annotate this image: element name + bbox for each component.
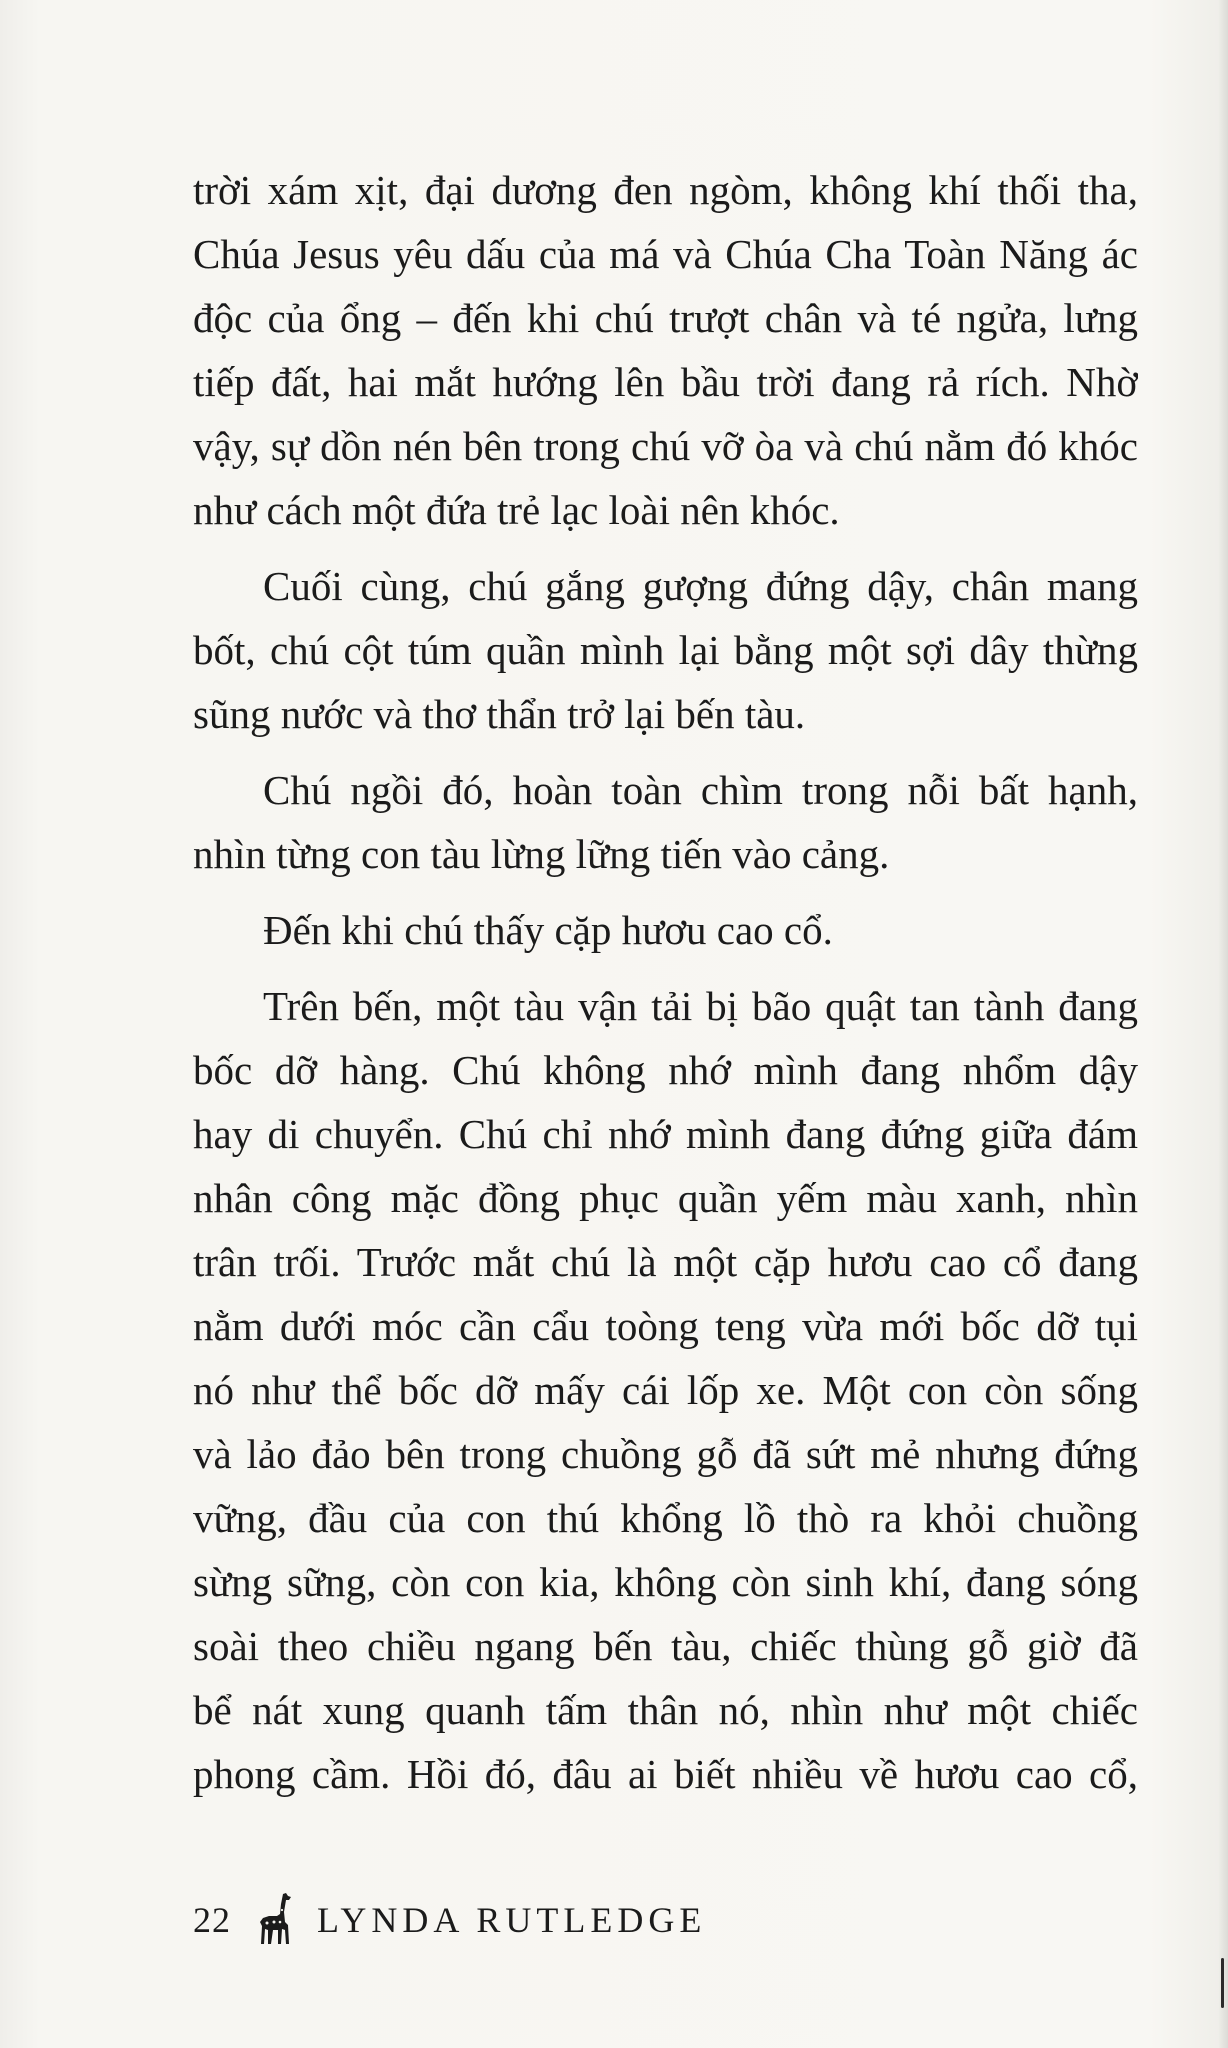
text-line: sũng nước và thơ thẩn trở lại bến tàu. [193, 691, 806, 737]
text-line: vậy, sự dồn nén bên trong chú vỡ òa và chú nằm đó khóc [193, 423, 1138, 469]
paragraph [193, 758, 1138, 886]
paragraph [193, 158, 1138, 542]
text-line: bể nát xung quanh tấm thân nó, nhìn như một chiếc [193, 1687, 1138, 1733]
giraffe-icon [255, 1892, 299, 1948]
text-line: Trên bến, một tàu vận tải bị bão quật tan tành đang [263, 983, 1138, 1029]
text-line: vững, đầu của con thú khổng lồ thò ra khỏi chuồng [193, 1495, 1138, 1541]
text-line: tiếp đất, hai mắt hướng lên bầu trời đang rả rích. Nhờ [193, 359, 1138, 405]
text-line: nó như thể bốc dỡ mấy cái lốp xe. Một con còn sống [193, 1367, 1138, 1413]
text-line: Chúa Jesus yêu dấu của má và Chúa Cha Toàn Năng ác [193, 231, 1138, 277]
body-text [193, 158, 1138, 1806]
text-line: bốt, chú cột túm quần mình lại bằng một sợi dây thừng [193, 627, 1138, 673]
text-line: phong cầm. Hồi đó, đâu ai biết nhiều về hươu cao cổ, [193, 1751, 1138, 1797]
paragraph-gap [193, 962, 1138, 974]
page-edge-mark [1221, 1958, 1224, 2008]
paragraph-gap [193, 886, 1138, 898]
text-line: nằm dưới móc cần cẩu toòng teng vừa mới bốc dỡ tụi [193, 1303, 1138, 1349]
text-line: sừng sững, còn con kia, không còn sinh khí, đang sóng [193, 1559, 1138, 1605]
paragraph [193, 974, 1138, 1806]
page-edge-shadow [1218, 0, 1228, 2048]
text-line: soài theo chiều ngang bến tàu, chiếc thùng gỗ giờ đã [193, 1623, 1138, 1669]
text-line: và lảo đảo bên trong chuồng gỗ đã sứt mẻ nhưng đứng [193, 1431, 1138, 1477]
text-line: bốc dỡ hàng. Chú không nhớ mình đang nhổm dậy [193, 1047, 1138, 1093]
text-line: trân trối. Trước mắt chú là một cặp hươu cao cổ đang [193, 1239, 1138, 1285]
text-line: nhìn từng con tàu lừng lững tiến vào cảng. [193, 831, 890, 877]
text-line: như cách một đứa trẻ lạc loài nên khóc. [193, 487, 840, 533]
text-line: Chú ngồi đó, hoàn toàn chìm trong nỗi bất hạnh, [263, 767, 1138, 813]
text-line: hay di chuyển. Chú chỉ nhớ mình đang đứng giữa đám [193, 1111, 1138, 1157]
author-name: LYNDA RUTLEDGE [317, 1900, 707, 1940]
paragraph-gap [193, 746, 1138, 758]
page-number: 22 [193, 1900, 231, 1940]
paragraph-gap [193, 542, 1138, 554]
text-line: độc của ổng – đến khi chú trượt chân và té ngửa, lưng [193, 295, 1138, 341]
text-line: nhân công mặc đồng phục quần yếm màu xanh, nhìn [193, 1175, 1138, 1221]
text-line: Đến khi chú thấy cặp hươu cao cổ. [263, 907, 833, 953]
paragraph [193, 554, 1138, 746]
page-footer [193, 1890, 706, 1950]
paragraph [193, 898, 1138, 962]
text-line: Cuối cùng, chú gắng gượng đứng dậy, chân mang [263, 563, 1138, 609]
text-line: trời xám xịt, đại dương đen ngòm, không khí thối tha, [193, 167, 1138, 213]
